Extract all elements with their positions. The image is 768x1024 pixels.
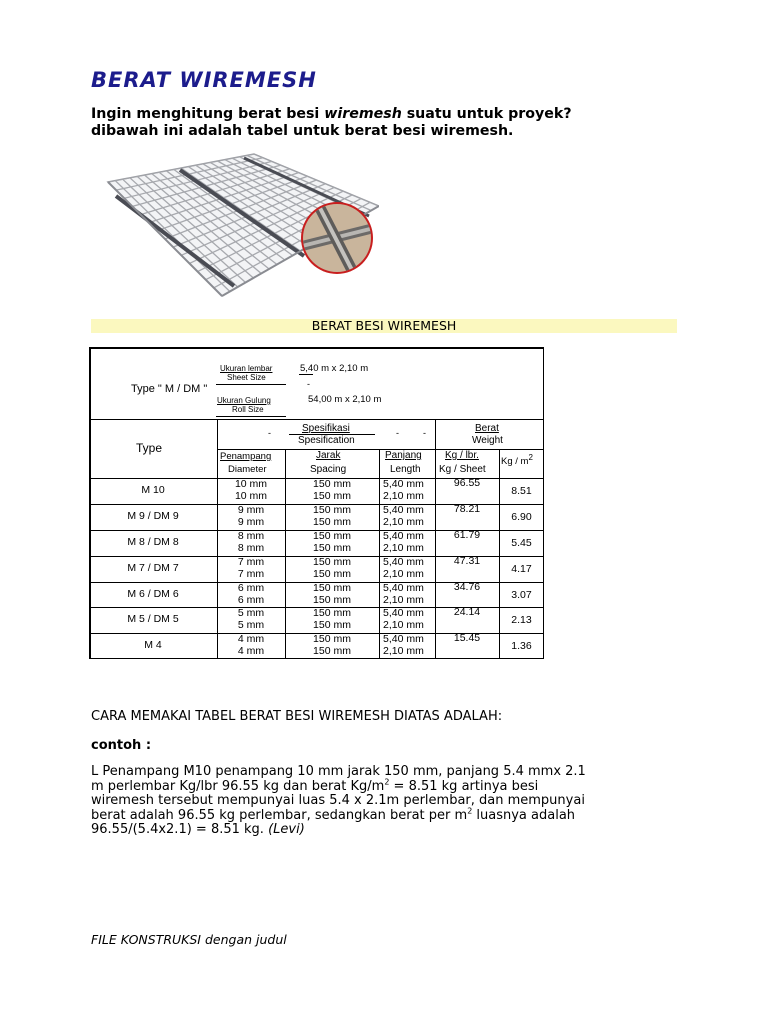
paragraph-line-4-sup: 2 (467, 806, 473, 816)
row-spacing: 150 mm (313, 504, 351, 516)
roll-size-label-id: Ukuran Gulung (217, 396, 271, 405)
row-spacing: 150 mm (313, 478, 351, 490)
row-spacing: 150 mm (313, 516, 351, 528)
row-length: 5,40 mm (383, 478, 424, 490)
paragraph-line-2-end: = 8.51 kg artinya besi (389, 778, 539, 794)
row-length: 5,40 mm (383, 530, 424, 542)
page-title: BERAT WIREMESH (91, 68, 317, 92)
row-diameter: 9 mm (237, 516, 265, 528)
row-kg-m2: 6.90 (511, 511, 532, 523)
row-length: 2,10 mm (383, 542, 424, 554)
row-diameter: 5 mm (237, 619, 265, 631)
jarak-header: Jarak (316, 450, 341, 461)
row-diameter: 7 mm (237, 556, 265, 568)
row-kg-sheet: 34.76 (453, 581, 481, 593)
row-diameter: 10 mm (234, 490, 268, 502)
panjang-header: Panjang (385, 450, 422, 461)
row-diameter: 5 mm (237, 607, 265, 619)
row-kg-m2: 4.17 (511, 563, 532, 575)
sheet-size-dash: - (307, 379, 310, 389)
row-kg-m2: 5.45 (511, 537, 532, 549)
row-length: 2,10 mm (383, 594, 424, 606)
sheet-size-label-en: Sheet Size (227, 373, 266, 382)
table-rule (89, 419, 544, 420)
row-kg-sheet: 61.79 (453, 529, 481, 541)
paragraph-line-2-start: m perlembar Kg/lbr 96.55 kg dan berat Kg/m (91, 778, 385, 794)
row-diameter: 6 mm (237, 582, 265, 594)
sheet-size-value: 5,40 m x 2,10 m (300, 363, 369, 374)
row-length: 2,10 mm (383, 490, 424, 502)
intro-emphasis: wiremesh (324, 106, 402, 122)
row-length: 2,10 mm (383, 516, 424, 528)
spacing-header: Spacing (310, 464, 347, 475)
row-kg-sheet: 15.45 (453, 632, 481, 644)
intro-text (91, 106, 572, 140)
table-title: BERAT BESI WIREMESH (311, 318, 457, 333)
table-rule (217, 449, 435, 450)
row-type: M 4 (144, 639, 162, 651)
row-spacing: 150 mm (313, 594, 351, 606)
row-type: M 6 / DM 6 (127, 588, 179, 600)
spec-dash-right: - (423, 428, 426, 438)
row-spacing: 150 mm (313, 607, 351, 619)
row-diameter: 7 mm (237, 568, 265, 580)
row-length: 5,40 mm (383, 582, 424, 594)
penampang-header: Penampang (220, 451, 272, 462)
row-length: 5,40 mm (383, 607, 424, 619)
paragraph-line-4 (91, 806, 681, 824)
row-type: M 5 / DM 5 (127, 613, 179, 625)
table-rule (216, 384, 286, 385)
kg-sheet-header: Kg / lbr. (445, 450, 479, 461)
row-diameter: 4 mm (237, 645, 265, 657)
intro-line-2: dibawah ini adalah tabel untuk berat besi wiremesh. (91, 123, 514, 139)
paragraph-line-3: wiremesh tersebut mempunyai luas 5.4 x 2.1m perlembar, dan mempunyai (91, 793, 585, 809)
roll-size-label-en: Roll Size (232, 405, 264, 414)
row-type: M 10 (141, 484, 165, 496)
paragraph-line-4-start: berat adalah 96.55 kg perlembar, sedangkan berat per m (91, 807, 468, 823)
row-length: 2,10 mm (383, 645, 424, 657)
table-rule (289, 434, 375, 435)
table-rule (543, 347, 545, 659)
col-type-header: Type (136, 441, 163, 455)
row-kg-m2: 8.51 (511, 485, 532, 497)
row-type: M 8 / DM 8 (127, 536, 179, 548)
kg-m2-sup: 2 (528, 452, 533, 462)
paragraph-line-1: L Penampang M10 penampang 10 mm jarak 150 mm, panjang 5.4 mmx 2.1 (91, 764, 586, 779)
spec-header-en: Spesification (298, 435, 355, 446)
row-kg-sheet: 78.21 (453, 503, 481, 515)
row-kg-sheet: 24.14 (453, 606, 481, 618)
table-rule (89, 658, 544, 660)
row-spacing: 150 mm (313, 619, 351, 631)
row-kg-m2: 3.07 (511, 589, 532, 601)
paragraph-line-2 (91, 777, 681, 795)
table-rule (379, 449, 380, 659)
table-rule (499, 449, 500, 659)
row-spacing: 150 mm (313, 568, 351, 580)
row-diameter: 10 mm (234, 478, 268, 490)
row-spacing: 150 mm (313, 542, 351, 554)
spec-header-id: Spesifikasi (302, 423, 350, 434)
row-length: 5,40 mm (383, 556, 424, 568)
example-label: contoh : (91, 738, 152, 753)
row-spacing: 150 mm (313, 582, 351, 594)
row-length: 5,40 mm (383, 504, 424, 516)
paragraph-line-5 (91, 823, 681, 838)
diameter-header: Diameter (228, 464, 267, 475)
table-rule (299, 374, 313, 375)
footer-note: FILE KONSTRUKSI dengan judul (91, 932, 287, 947)
row-diameter: 9 mm (237, 504, 265, 516)
berat-header-en: Weight (472, 435, 503, 446)
howto-heading: CARA MEMAKAI TABEL BERAT BESI WIREMESH DIATAS ADALAH: (91, 709, 503, 724)
example-paragraph (91, 765, 681, 838)
row-kg-m2: 1.36 (511, 640, 532, 652)
paragraph-line-2-sup: 2 (384, 777, 390, 787)
spec-dash-mid: - (396, 428, 399, 438)
row-type: M 9 / DM 9 (127, 510, 179, 522)
spec-dash-left: - (268, 428, 271, 438)
berat-header-id: Berat (475, 423, 499, 434)
row-diameter: 8 mm (237, 530, 265, 542)
table-rule (216, 416, 286, 417)
intro-line-1-start: Ingin menghitung berat besi (91, 106, 325, 122)
row-kg-m2: 2.13 (511, 614, 532, 626)
row-diameter: 4 mm (237, 633, 265, 645)
row-spacing: 150 mm (313, 530, 351, 542)
roll-size-value: 54,00 m x 2,10 m (308, 394, 382, 405)
kg-sheet-header-en: Kg / Sheet (439, 464, 486, 475)
row-length: 5,40 mm (383, 633, 424, 645)
paragraph-author: (Levi) (268, 822, 305, 838)
wiremesh-photo (94, 146, 379, 306)
kg-m2-header (501, 452, 533, 467)
intro-line-1-end: suatu untuk proyek? (401, 106, 572, 122)
intro-line-1 (91, 106, 572, 123)
row-spacing: 150 mm (313, 645, 351, 657)
length-header: Length (390, 464, 421, 475)
row-length: 2,10 mm (383, 619, 424, 631)
row-kg-sheet: 96.55 (453, 477, 481, 489)
kg-m2-text: Kg / m (501, 456, 529, 467)
row-spacing: 150 mm (313, 633, 351, 645)
row-length: 2,10 mm (383, 568, 424, 580)
row-spacing: 150 mm (313, 490, 351, 502)
row-type: M 7 / DM 7 (127, 562, 179, 574)
paragraph-line-5-text: 96.55/(5.4x2.1) = 8.51 kg. (91, 822, 264, 838)
table-rule (435, 449, 544, 450)
table-rule (89, 347, 544, 349)
type-label: Type " M / DM " (131, 383, 208, 395)
row-diameter: 6 mm (237, 594, 265, 606)
row-kg-sheet: 47.31 (453, 555, 481, 567)
row-spacing: 150 mm (313, 556, 351, 568)
weight-table (89, 347, 544, 659)
sheet-size-label-id: Ukuran lembar (220, 364, 273, 373)
row-diameter: 8 mm (237, 542, 265, 554)
paragraph-line-4-end: luasnya adalah (472, 807, 576, 823)
